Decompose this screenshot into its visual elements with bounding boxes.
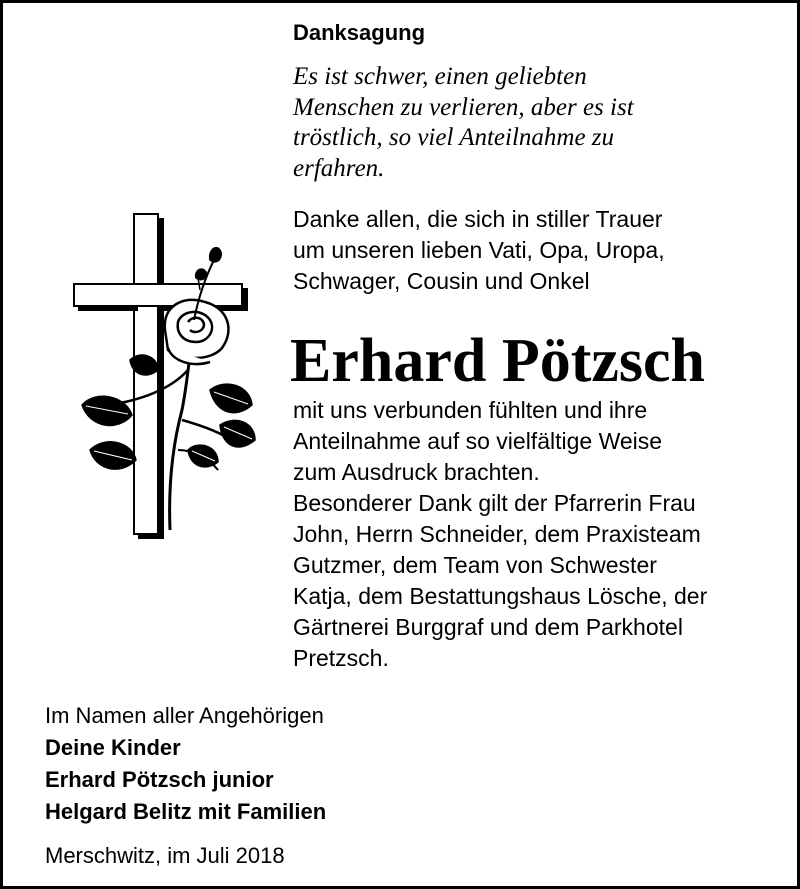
- signature-intro: Im Namen aller Angehörigen: [45, 703, 324, 728]
- thanks-body-text: mit uns verbunden fühlten und ihre Anteilnahme auf so vielfältige Weise zum Ausdruck brachten. Besonderer Dank gilt der Pfarrerin Frau John, Herrn Schneider, dem Praxisteam Gutzmer, dem Team von Schwester Katja, dem Bestattungshaus Lösche, der Gärtnerei Burggraf und dem Parkhotel Pretzsch.: [293, 397, 708, 671]
- rose-leaves: [82, 355, 255, 469]
- quote-text: Es ist schwer, einen geliebten Menschen zu verlieren, aber es ist tröstlich, so viel Anteilnahme zu erfahren.: [293, 63, 634, 182]
- signer-2: Erhard Pötzsch junior: [45, 767, 274, 792]
- cross-with-rose-icon: [70, 210, 260, 540]
- place-date: Merschwitz, im Juli 2018: [45, 843, 285, 868]
- cross-shape: [74, 214, 248, 539]
- signature-block: [45, 700, 326, 828]
- signer-1: Deine Kinder: [45, 735, 181, 760]
- signer-3: Helgard Belitz mit Familien: [45, 799, 327, 824]
- rose-buds: [196, 248, 222, 280]
- deceased-name: Erhard Pötzsch: [290, 327, 706, 395]
- thanks-intro-text: Danke allen, die sich in stiller Trauer um unseren lieben Vati, Opa, Uropa, Schwager, Cousin und Onkel: [293, 206, 665, 294]
- heading: Danksagung: [293, 20, 426, 45]
